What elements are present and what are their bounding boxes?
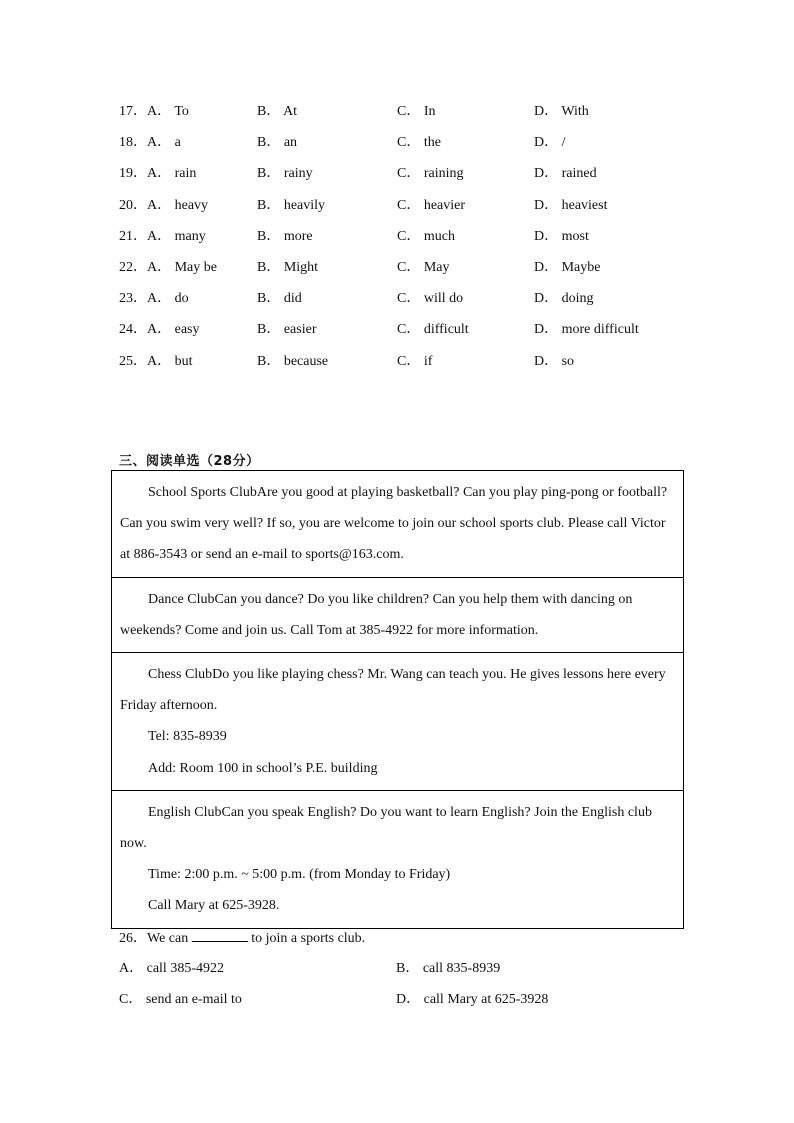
option-c: C． difficult (397, 322, 469, 338)
option-d: D． heaviest (534, 197, 608, 213)
sports-club-text: School Sports ClubAre you good at playing basketball? Can you play ping-pong or football? Can you swim very well? If so, you are welcome to join our school sports club. Please call Victor at 886-3543 or send an e-mail to sports@163.com. (120, 485, 668, 563)
option-b: B． an (257, 135, 298, 151)
question-number: 19． (119, 166, 147, 182)
option-a: A． rain (147, 166, 197, 182)
option-d: D． more difficult (534, 322, 639, 338)
question-number: 23． (119, 291, 147, 307)
option-d: D． With (534, 104, 589, 119)
option-b: B． did (257, 291, 302, 307)
chess-club-text: Chess ClubDo you like playing chess? Mr. Wang can teach you. He gives lessons here every Friday afternoon. (120, 667, 666, 714)
option-d: D． doing (534, 291, 594, 307)
option-b: B． rainy (257, 166, 313, 182)
q26-option-d: D． call Mary at 625-3928 (396, 992, 549, 1007)
option-b: B． because (257, 353, 329, 369)
q26-option-b: B． call 835-8939 (396, 961, 501, 976)
dance-club-cell (112, 577, 683, 652)
option-b: B． more (257, 228, 313, 244)
option-b: B． Might (257, 259, 319, 275)
option-d: D． Maybe (534, 259, 601, 275)
option-b: B． At (257, 104, 298, 119)
question-row-22 (119, 257, 719, 288)
reading-passage-box (111, 470, 684, 929)
option-b: B． easier (257, 322, 317, 338)
option-c: C． raining (397, 166, 464, 182)
question-number: 25． (119, 353, 147, 369)
question-row-18 (119, 132, 719, 163)
option-a: A． May be (147, 259, 217, 275)
question-row-24 (119, 319, 719, 350)
option-a: A． but (147, 353, 193, 369)
question-row-25 (119, 351, 719, 382)
dance-club-text: Dance ClubCan you dance? Do you like children? Can you help them with dancing on weekends? Come and join us. Call Tom at 385-4922 for more information. (120, 591, 633, 638)
option-c: C． May (397, 259, 450, 275)
option-d: D． so (534, 353, 575, 369)
english-club-text: English ClubCan you speak English? Do you want to learn English? Join the English club now. (120, 804, 652, 852)
option-a: A． heavy (147, 197, 209, 213)
option-c: C． heavier (397, 197, 466, 213)
question-26-suffix: to join a sports club. (251, 931, 366, 946)
question-row-21 (119, 226, 719, 257)
option-c: C． if (397, 353, 433, 369)
option-c: C． will do (397, 291, 464, 307)
option-a: A． do (147, 291, 189, 307)
question-26-prefix: 26．We can (119, 931, 189, 946)
option-a: A． To (147, 104, 189, 119)
question-number: 20． (119, 197, 147, 213)
option-c: C． the (397, 135, 441, 151)
sports-club-cell (112, 471, 683, 577)
question-row-17 (119, 101, 719, 132)
english-club-call: Call Mary at 625-3928. (148, 898, 280, 914)
question-26 (119, 927, 365, 950)
chess-club-address: Add: Room 100 in school’s P.E. building (148, 760, 378, 776)
option-c: C． In (397, 104, 436, 119)
option-d: D． rained (534, 166, 597, 182)
cloze-options (119, 101, 719, 382)
q26-option-c: C． send an e-mail to (119, 992, 242, 1007)
chess-club-cell (112, 652, 683, 790)
question-row-19 (119, 163, 719, 194)
option-c: C． much (397, 228, 455, 244)
question-number: 22． (119, 259, 147, 275)
option-b: B． heavily (257, 197, 326, 213)
option-a: A． many (147, 228, 206, 244)
q26-option-a: A． call 385-4922 (119, 961, 224, 976)
option-d: D． / (534, 135, 566, 151)
option-a: A． easy (147, 322, 200, 338)
answer-blank (192, 927, 248, 942)
question-row-20 (119, 195, 719, 226)
chess-club-tel: Tel: 835-8939 (148, 729, 227, 745)
question-row-23 (119, 288, 719, 319)
english-club-cell (112, 790, 683, 928)
question-number: 18． (119, 135, 147, 151)
question-number: 21． (119, 228, 147, 244)
english-club-time: Time: 2:00 p.m. ~ 5:00 p.m. (from Monday to Friday) (148, 867, 451, 883)
question-number: 24． (119, 322, 147, 338)
question-number: 17． (119, 104, 147, 119)
option-d: D． most (534, 228, 589, 244)
section-heading: 三、阅读单选（28分） (119, 454, 260, 469)
option-a: A． a (147, 135, 181, 151)
